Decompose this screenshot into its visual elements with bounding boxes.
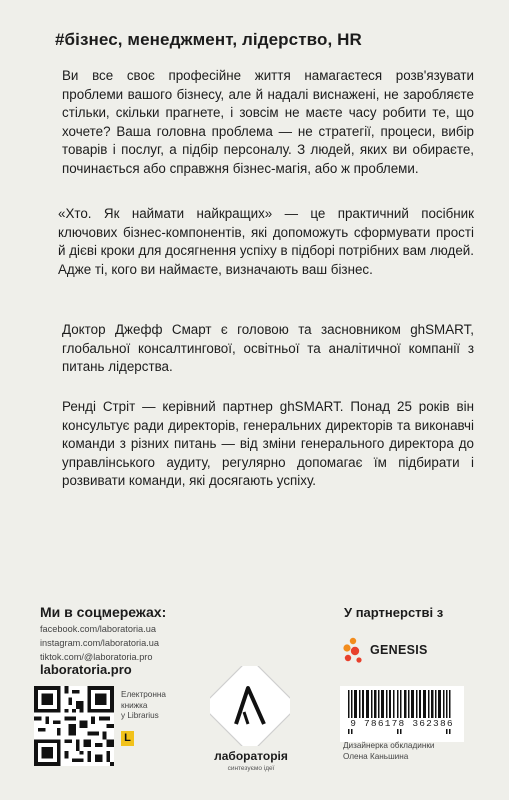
description-paragraph-2: «Хто. Як наймати найкращих» — це практичний посібник ключових бізнес-компонентів, які допоможуть сформувати прості й дієві кроки для досягнення успіху в підборі потрібних вам людей. Адже ті, кого ви наймаєте, визначають ваш бізнес. bbox=[58, 206, 474, 277]
publisher-name: лабораторія bbox=[214, 749, 288, 763]
genesis-logo-icon bbox=[343, 636, 367, 664]
social-links bbox=[40, 622, 159, 664]
librarius-logo-icon: L bbox=[121, 731, 134, 746]
cover-designer-credit: Дизайнерка обкладинки Олена Каньшина bbox=[343, 741, 435, 761]
partner-name: GENESIS bbox=[370, 643, 428, 657]
qr-code-icon[interactable] bbox=[34, 686, 114, 766]
description-paragraph-1: Ви все своє професійне життя намагаєтеся розв'язувати проблеми вашого бізнесу, але й надалі виснажені, не заробляєте стільки, скільки прагнете, і зовсім не маєте часу робити те, що хочете? Ваша головна проблема — не стратегії, процеси, вибір товарів і послуг, а підбір персоналу. З людей, яких ви обираєте, починається або справжня бізнес-магія, або ж проблеми. bbox=[62, 68, 474, 176]
publisher-tagline: синтезуємо ідеї bbox=[227, 765, 275, 772]
laboratoria-logo-icon bbox=[210, 666, 290, 746]
author-bio-street: Ренді Стріт — керівний партнер ghSMART. Понад 25 років він консультує ради директорів, генеральних директорів та виконавчі команди з різних питань — від зміни генерального директора до управлінського аудиту, регулярно допомагає їм підбирати і розвивати команди, які досягають успіху. bbox=[62, 399, 474, 489]
ebook-label: Електронна книжка у Librarius bbox=[121, 690, 166, 720]
isbn-number: 9 786178 362386 bbox=[343, 718, 461, 729]
barcode-icon bbox=[340, 686, 464, 742]
hashtags: #бізнес, менеджмент, лідерство, HR bbox=[55, 30, 362, 49]
website-link[interactable]: laboratoria.pro bbox=[40, 662, 132, 677]
author-bio-smart: Доктор Джефф Смарт є головою та засновником ghSMART, глобальної консалтингової, освітньої та аналітичної компанії з питань лідерства. bbox=[62, 322, 474, 375]
social-link-tiktok[interactable]: tiktok.com/@laboratoria.pro bbox=[40, 652, 153, 662]
social-link-instagram[interactable]: instagram.com/laboratoria.ua bbox=[40, 638, 159, 648]
social-link-facebook[interactable]: facebook.com/laboratoria.ua bbox=[40, 624, 156, 634]
social-title: Ми в соцмережах: bbox=[40, 604, 167, 620]
partner-title: У партнерстві з bbox=[344, 605, 444, 620]
